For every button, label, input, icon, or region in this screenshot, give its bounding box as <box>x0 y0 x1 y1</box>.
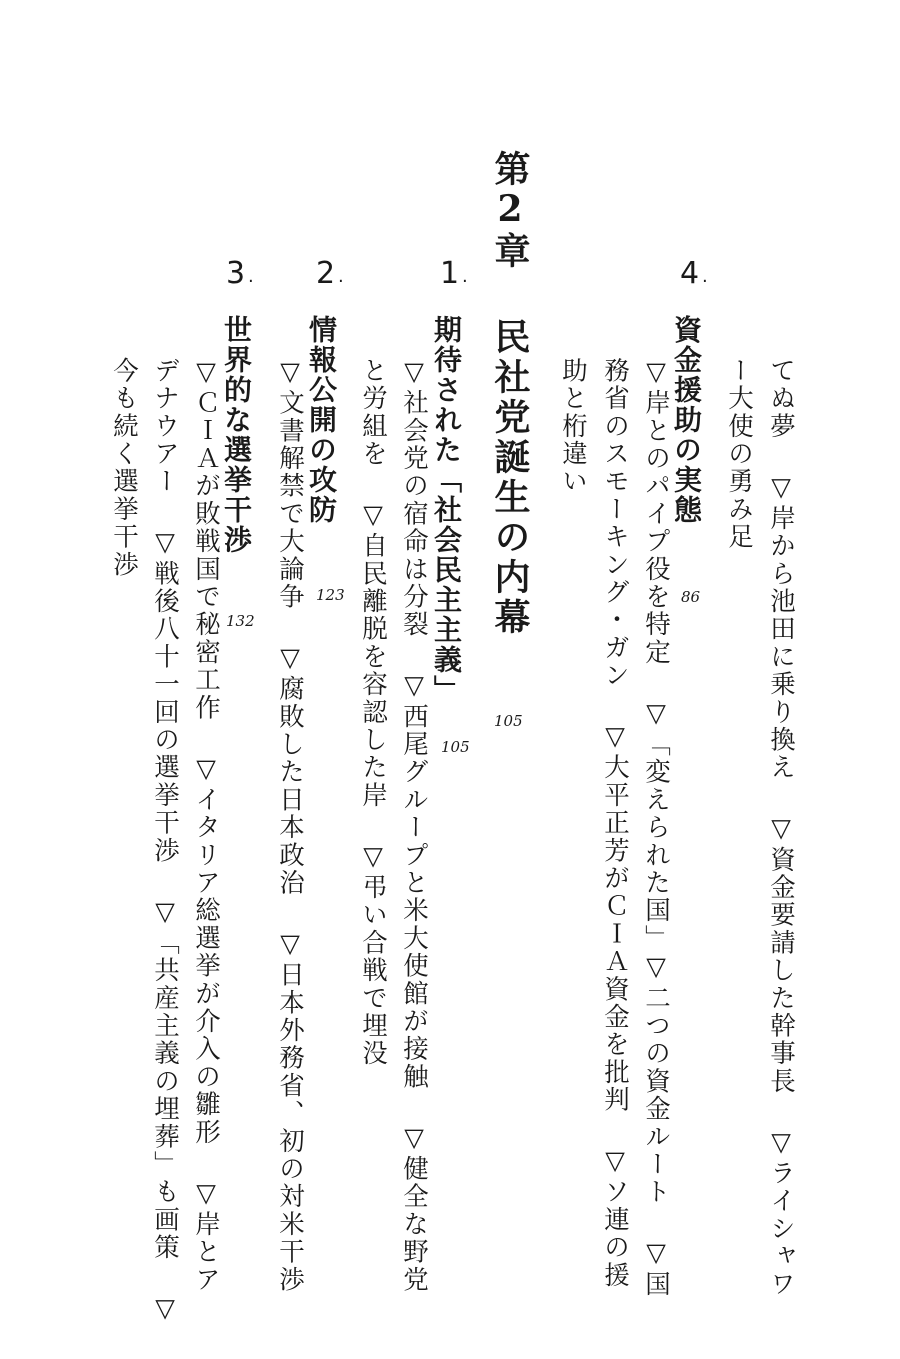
section-2-title: 情報公開の攻防 <box>305 315 338 525</box>
section-1-title: 期待された「社会民主主義」 <box>430 315 463 705</box>
section-2-page-number: 123 <box>316 586 345 604</box>
section-2-number: 2 <box>316 256 336 291</box>
continuation-line-2: ー大使の勇み足 <box>724 357 754 551</box>
section-3-line-2: デナウアー ▽戦後八十一回の選挙干渉 ▽「共産主義の埋葬」も画策 ▽ <box>150 357 180 1326</box>
chapter-label: 第2章 <box>489 150 531 270</box>
section-3-dot: . <box>248 266 254 287</box>
chapter-page-number: 105 <box>494 712 523 730</box>
section-3-page-number: 132 <box>226 612 255 630</box>
section-1-page-number: 105 <box>441 738 470 756</box>
section-3-number: 3 <box>226 256 246 291</box>
section-1-dot: . <box>462 266 468 287</box>
section-1-number: 1 <box>440 256 460 291</box>
section-4-line-1: ▽岸とのパイプ役を特定 ▽「変えられた国」▽二つの資金ルート ▽国 <box>641 357 671 1299</box>
section-1-line-1: ▽社会党の宿命は分裂 ▽西尾グループと米大使館が接触 ▽健全な野党 <box>399 357 429 1294</box>
section-3-title: 世界的な選挙干渉 <box>220 315 253 555</box>
chapter-title: 民社党誕生の内幕 <box>489 318 531 638</box>
section-3-line-1: ▽ＣＩＡが敗戦国で秘密工作 ▽イタリア総選挙が介入の雛形 ▽岸とア <box>191 357 221 1294</box>
section-3-line-3: 今も続く選挙干渉 <box>109 357 139 579</box>
section-4-line-2: 務省のスモーキング・ガン ▽大平正芳がＣＩＡ資金を批判 ▽ソ連の援 <box>600 357 630 1290</box>
section-1-line-2: と労組を ▽自民離脱を容認した岸 ▽弔い合戦で埋没 <box>358 357 388 1068</box>
section-4-title: 資金援助の実態 <box>670 315 703 525</box>
section-4-number: 4 <box>680 256 700 291</box>
section-4-line-3: 助と桁違い <box>558 357 588 496</box>
section-2-dot: . <box>338 266 344 287</box>
section-4-dot: . <box>702 266 708 287</box>
section-2-line-1: ▽文書解禁で大論争 ▽腐敗した日本政治 ▽日本外務省、初の対米干渉 <box>275 357 305 1294</box>
continuation-line-1: てぬ夢 ▽岸から池田に乗り換え ▽資金要請した幹事長 ▽ライシャワ <box>766 357 796 1299</box>
section-4-page-number: 86 <box>681 588 701 606</box>
